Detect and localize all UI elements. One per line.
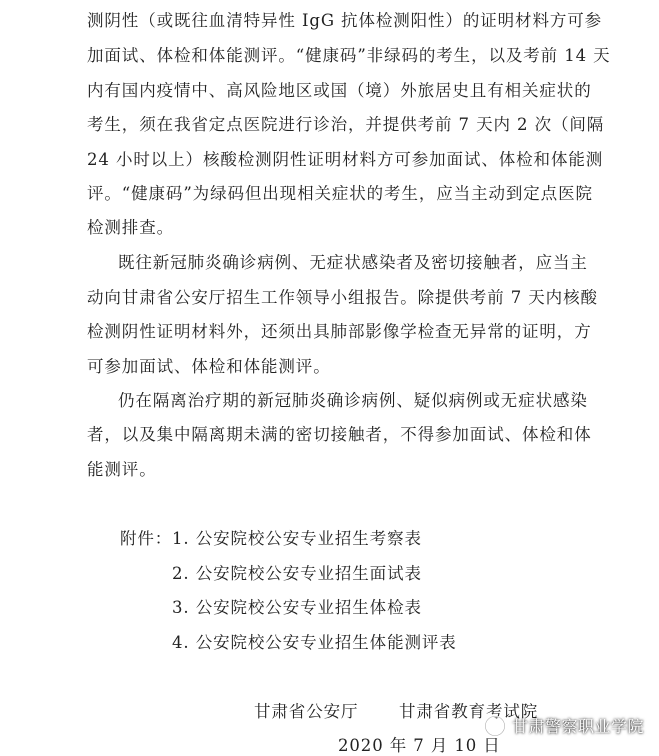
attachments-label: 附件： bbox=[120, 529, 173, 548]
para1-line-6: 评。“健康码”为绿码但出现相关症状的考生，应当主动到定点医院 bbox=[87, 184, 593, 203]
para3-line-2: 者，以及集中隔离期未满的密切接触者，不得参加面试、体检和体 bbox=[87, 425, 592, 444]
attachment-item-1: 1. 公安院校公安专业招生考察表 bbox=[172, 529, 422, 548]
para1-line-1: 测阴性（或既往血清特异性 IgG 抗体检测阳性）的证明材料方可参 bbox=[87, 11, 603, 30]
para2-line-1: 既往新冠肺炎确诊病例、无症状感染者及密切接触者，应当主 bbox=[118, 253, 588, 272]
para1-line-4: 考生，须在我省定点医院进行诊治，并提供考前 7 天内 2 次（间隔 bbox=[87, 115, 605, 134]
para1-line-7: 检测排查。 bbox=[87, 218, 174, 237]
wechat-official-account-icon bbox=[484, 715, 506, 737]
para3-line-3: 能测评。 bbox=[87, 460, 157, 479]
attachment-item-3: 3. 公安院校公安专业招生体检表 bbox=[172, 598, 422, 617]
signature-org-exam-authority: 甘肃省教育考试院 bbox=[399, 702, 539, 721]
attachment-item-2: 2. 公安院校公安专业招生面试表 bbox=[172, 564, 422, 583]
signature-date: 2020 年 7 月 10 日 bbox=[338, 736, 501, 755]
attachment-item-4: 4. 公安院校公安专业招生体能测评表 bbox=[172, 633, 457, 652]
para3-line-1: 仍在隔离治疗期的新冠肺炎确诊病例、疑似病例或无症状感染 bbox=[118, 391, 588, 410]
para2-line-3: 检测阴性证明材料外，还须出具肺部影像学检查无异常的证明，方 bbox=[87, 322, 592, 341]
para2-line-2: 动向甘肃省公安厅招生工作领导小组报告。除提供考前 7 天内核酸 bbox=[87, 288, 598, 307]
watermark bbox=[484, 714, 644, 737]
signature-org-public-security: 甘肃省公安厅 bbox=[254, 702, 359, 721]
para2-line-4: 可参加面试、体检和体能测评。 bbox=[87, 357, 331, 376]
watermark-text: 甘肃警察职业学院 bbox=[512, 719, 645, 736]
para1-line-2: 加面试、体检和体能测评。“健康码”非绿码的考生，以及考前 14 天 bbox=[87, 46, 611, 65]
para1-line-5: 24 小时以上）核酸检测阴性证明材料方可参加面试、体检和体能测 bbox=[87, 150, 604, 169]
para1-line-3: 内有国内疫情中、高风险地区或国（境）外旅居史且有相关症状的 bbox=[87, 81, 592, 100]
